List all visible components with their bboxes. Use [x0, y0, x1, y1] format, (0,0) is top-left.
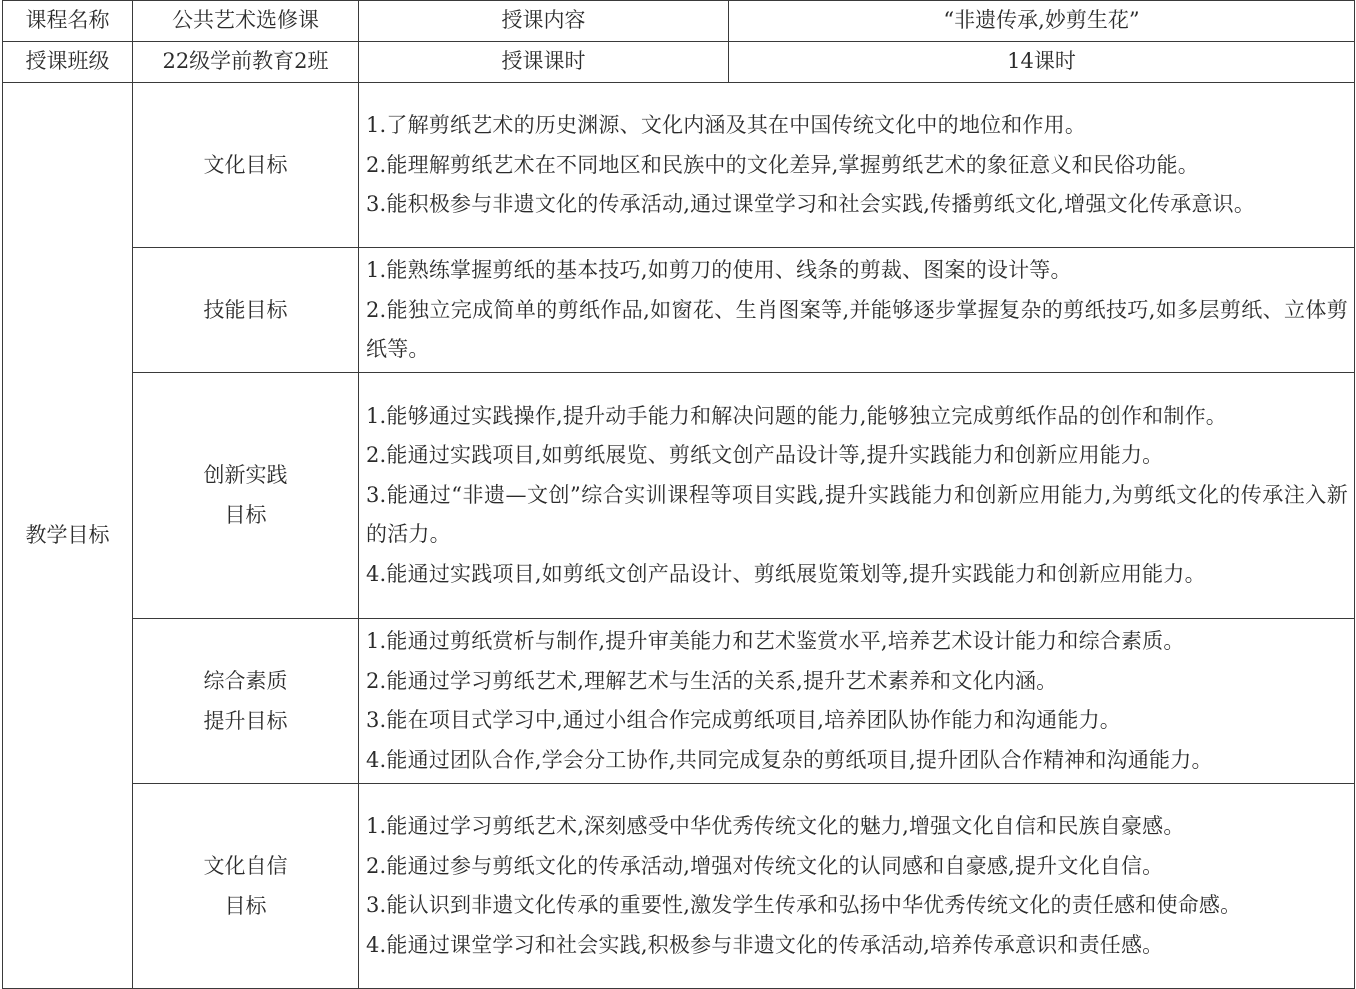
objective-item: 3.能在项目式学习中,通过小组合作完成剪纸项目,培养团队协作能力和沟通能力。: [366, 708, 1121, 732]
objective-title: [133, 83, 359, 248]
lesson-plan-table: [2, 0, 1355, 989]
objective-title: [133, 372, 359, 618]
objective-item: 3.能认识到非遗文化传承的重要性,激发学生传承和弘扬中华优秀传统文化的责任感和使命感。: [366, 893, 1242, 917]
objective-title-line: 技能目标: [203, 297, 288, 322]
objective-item: 4.能通过团队合作,学会分工协作,共同完成复杂的剪纸项目,提升团队合作精神和沟通能力。: [366, 747, 1213, 772]
objective-items: [359, 248, 1355, 373]
objective-title: [133, 248, 359, 373]
teaching-objectives-label: 教学目标: [3, 83, 133, 989]
objective-items: [359, 618, 1355, 783]
objective-item: 1.能够通过实践操作,提升动手能力和解决问题的能力,能够独立完成剪纸作品的创作和制作。: [366, 403, 1227, 428]
objective-title: [133, 783, 359, 988]
objective-title: [133, 618, 359, 783]
teaching-content-value: “非遗传承,妙剪生花”: [729, 1, 1355, 42]
objective-item: 2.能理解剪纸艺术在不同地区和民族中的文化差异,掌握剪纸艺术的象征意义和民俗功能。: [366, 152, 1199, 177]
hours-label: 授课课时: [359, 42, 729, 83]
class-value: 22级学前教育2班: [133, 42, 359, 83]
objective-items: [359, 83, 1355, 248]
objective-group-skill: [3, 248, 1355, 373]
objective-items: [359, 372, 1355, 618]
objective-item: 1.能通过学习剪纸艺术,深刻感受中华优秀传统文化的魅力,增强文化自信和民族自豪感。: [366, 814, 1185, 838]
objective-title-line: 文化自信: [203, 853, 288, 878]
objective-items: [359, 783, 1355, 988]
header-row-class: [3, 42, 1355, 83]
objective-item: 1.能熟练掌握剪纸的基本技巧,如剪刀的使用、线条的剪裁、图案的设计等。: [366, 258, 1072, 282]
objective-title-line: 提升目标: [203, 708, 288, 733]
objective-item: 2.能通过实践项目,如剪纸展览、剪纸文创产品设计等,提升实践能力和创新应用能力。: [366, 443, 1164, 468]
course-name-label: 课程名称: [3, 1, 133, 42]
class-label: 授课班级: [3, 42, 133, 83]
teaching-content-label: 授课内容: [359, 1, 729, 42]
objective-item: 4.能通过课堂学习和社会实践,积极参与非遗文化的传承活动,培养传承意识和责任感。: [366, 932, 1164, 957]
objective-item: 2.能独立完成简单的剪纸作品,如窗花、生肖图案等,并能够逐步掌握复杂的剪纸技巧,如多层剪纸、立体剪纸等。: [366, 297, 1348, 361]
objective-title-line: 目标: [224, 893, 267, 918]
objective-group-quality: [3, 618, 1355, 783]
objective-title-line: 综合素质: [203, 668, 288, 693]
objective-group-innovation: [3, 372, 1355, 618]
objective-title-line: 创新实践: [203, 463, 288, 487]
objective-item: 1.了解剪纸艺术的历史渊源、文化内涵及其在中国传统文化中的地位和作用。: [366, 113, 1087, 138]
course-name-value: 公共艺术选修课: [133, 1, 359, 42]
objective-group-culture: [3, 83, 1355, 248]
objective-item: 3.能通过“非遗—文创”综合实训课程等项目实践,提升实践能力和创新应用能力,为剪纸文化的传承注入新的活力。: [366, 482, 1348, 547]
header-row-course: [3, 1, 1355, 42]
objective-title-line: 目标: [224, 503, 267, 527]
objective-item: 2.能通过参与剪纸文化的传承活动,增强对传统文化的认同感和自豪感,提升文化自信。: [366, 853, 1164, 878]
objective-item: 1.能通过剪纸赏析与制作,提升审美能力和艺术鉴赏水平,培养艺术设计能力和综合素质。: [366, 629, 1185, 653]
objective-title-line: 文化目标: [203, 153, 288, 177]
objective-item: 2.能通过学习剪纸艺术,理解艺术与生活的关系,提升艺术素养和文化内涵。: [366, 668, 1058, 693]
objective-item: 3.能积极参与非遗文化的传承活动,通过课堂学习和社会实践,传播剪纸文化,增强文化传承意识。: [366, 192, 1256, 217]
objective-item: 4.能通过实践项目,如剪纸文创产品设计、剪纸展览策划等,提升实践能力和创新应用能力。: [366, 561, 1206, 586]
objective-group-confidence: [3, 783, 1355, 988]
hours-value: 14课时: [729, 42, 1355, 83]
